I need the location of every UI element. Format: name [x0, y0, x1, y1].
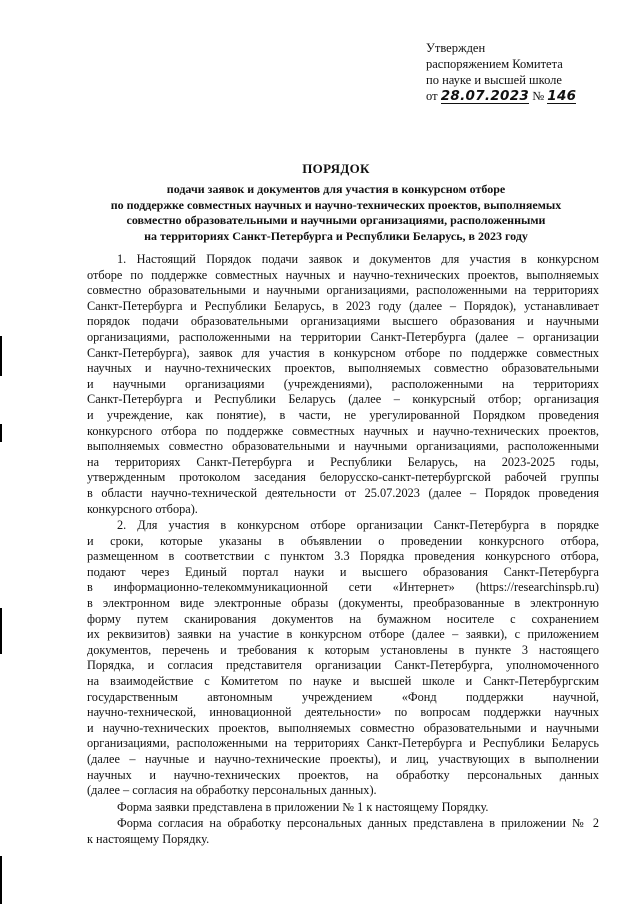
- text-line: организациями, расположенными на территориях Санкт-Петербурга и Республики Беларусь: [87, 736, 599, 751]
- subtitle-line: совместно образовательными и научными организациями, расположенными: [126, 213, 546, 227]
- approval-stamp: [426, 40, 626, 104]
- paragraph-4: [87, 816, 599, 847]
- text-line: порядок подачи образовательными организациями высшего образования и научными: [87, 314, 599, 329]
- text-line: 1. Настоящий Порядок подачи заявок и документов для участия в конкурсном: [117, 252, 599, 266]
- text-line: и сроки, которые указаны в объявлении о проведении конкурсного отбора,: [87, 533, 599, 548]
- text-line: в информационно-телекоммуникационной сети «Интернет» (https://researchinspb.ru): [87, 580, 599, 595]
- document-body: [87, 252, 599, 848]
- text-line: в области научно-технической деятельности от 25.07.2023 (далее – Порядок проведения: [87, 485, 599, 500]
- text-line: отборе по поддержке совместных научных и научно-технических проектов, выполняемых: [87, 267, 599, 282]
- approval-line-2: распоряжением Комитета: [426, 57, 563, 71]
- title-block: [80, 160, 592, 244]
- text-line: Порядка, и согласия представителя организации Санкт-Петербурга, уполномоченного: [87, 658, 599, 673]
- paragraph-1: [87, 252, 599, 517]
- scan-margin-mark: [0, 424, 2, 442]
- text-line: Санкт-Петербурга и Республики Беларусь, в 2023 году (далее – Порядок), устанавливает: [87, 298, 599, 313]
- subtitle-line: по поддержке совместных научных и научно-технических проектов, выполняемых: [110, 197, 562, 212]
- text-line: размещенном в соответствии с пунктом 3.3 Порядка проведения конкурсного отбора,: [87, 549, 599, 564]
- approval-line-3: по науке и высшей школе: [426, 73, 562, 87]
- document-title: ПОРЯДОК: [302, 161, 370, 176]
- text-line: утвержденным протоколом заседания белорусско-санкт-петербургской рабочей группы: [87, 470, 599, 485]
- text-line: (далее – согласия на обработку персональных данных).: [87, 783, 377, 798]
- approval-date: 28.07.2023: [440, 88, 530, 104]
- text-line: конкурсного отбора по поддержке совместных научных и научно-технических проектов,: [87, 423, 599, 438]
- scan-margin-mark: [0, 856, 2, 904]
- text-line: Форма заявки представлена в приложении № 1 к настоящему Порядку.: [117, 799, 489, 814]
- text-line: (далее – научные и научно-технические проекты), и лиц, участвующих в выполнении: [87, 752, 599, 766]
- subtitle-line: подачи заявок и документов для участия в конкурсном отборе: [166, 182, 506, 196]
- paragraph-3: [87, 800, 599, 816]
- text-line: конкурсного отбора).: [87, 501, 198, 516]
- text-line: выполняемых совместно образовательными и научными организациями, расположенными: [87, 439, 599, 454]
- scan-margin-mark: [0, 336, 2, 376]
- text-line: государственным автономным учреждением «Фонд поддержки научной,: [87, 689, 599, 704]
- text-line: научных и научно-технических проектов, на обработку персональных данных: [87, 767, 599, 782]
- text-line: организациями, расположенными на территории Санкт-Петербурга (далее – организации: [87, 329, 599, 344]
- text-line: в электронном виде электронные образы (документы, преобразованные в электронную: [87, 596, 599, 611]
- text-line: Форма согласия на обработку персональных данных представлена в приложении № 2: [117, 816, 599, 831]
- text-line: совместно образовательными и научными организациями, расположенными на территориях: [87, 283, 599, 298]
- approval-number-sign: №: [532, 89, 545, 103]
- document-subtitle: [80, 182, 592, 244]
- text-line: 2. Для участия в конкурсном отборе организации Санкт-Петербурга в порядке: [117, 518, 599, 533]
- text-line: Санкт-Петербурга), заявок для участия в конкурсном отборе по поддержке совместных: [87, 345, 599, 360]
- scan-margin-mark: [0, 608, 2, 654]
- text-line: Санкт-Петербурга и Республики Беларусь (далее – конкурсный отбор; организация: [87, 392, 599, 407]
- approval-date-line: [426, 88, 626, 104]
- text-line: и учреждение, как понятие), в части, не урегулированной Порядком проведения: [87, 407, 599, 422]
- text-line: форму путем сканирования документов на бумажном носителе с сохранением: [87, 611, 599, 626]
- text-line: документов, перечень и требования к которым установлены в пункте 3 настоящего: [87, 642, 599, 657]
- text-line: и научно-технических проектов, выполняемых совместно образовательными и научными: [87, 720, 599, 735]
- approval-number: 146: [547, 88, 577, 104]
- approval-prefix: от: [426, 89, 438, 103]
- approval-line-1: Утвержден: [426, 41, 486, 55]
- text-line: подают через Единый портал науки и высшего образования Санкт-Петербурга: [87, 564, 599, 579]
- text-line: научных и научно-технических проектов, выполняемых совместно образовательными: [87, 361, 599, 376]
- paragraph-2: [87, 518, 599, 799]
- text-line: их реквизитов) заявки на участие в конкурсном отборе (далее – заявки), с приложением: [87, 627, 599, 642]
- subtitle-line: на территориях Санкт-Петербурга и Республики Беларусь, в 2023 году: [144, 228, 528, 243]
- text-line: к настоящему Порядку.: [87, 831, 210, 846]
- text-line: на территориях Санкт-Петербурга и Республики Беларусь, на 2023-2025 годы,: [87, 454, 599, 469]
- text-line: и научными организациями (учреждениями), расположенными на территориях: [87, 376, 599, 391]
- text-line: на взаимодействие с Комитетом по науке и высшей школе и Санкт-Петербургским: [87, 674, 599, 689]
- text-line: научно-технической, инновационной деятельности» по вопросам поддержки научных: [87, 705, 599, 720]
